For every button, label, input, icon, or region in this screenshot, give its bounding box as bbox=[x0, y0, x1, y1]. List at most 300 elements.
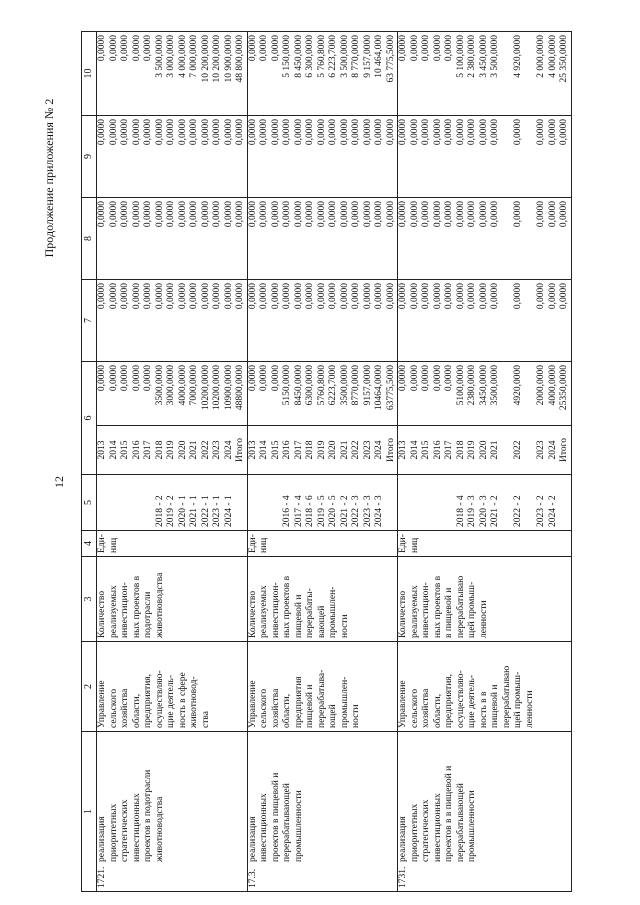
total-cell-line: 3450,0000 bbox=[478, 365, 489, 406]
year-target-cell bbox=[247, 475, 398, 531]
year-cell-line: 2019 bbox=[467, 440, 477, 460]
local-cell-line: 0,0000 bbox=[536, 119, 546, 146]
federal-cell-line: 0,0000 bbox=[200, 283, 211, 310]
executor-cell bbox=[247, 642, 398, 732]
extrabudget-cell-line: 10 900,0000 bbox=[223, 35, 234, 83]
year-target-cell-line: 2017 - 4 bbox=[293, 495, 304, 527]
year-cell-line: 2023 bbox=[536, 440, 546, 460]
regional-cell-line: 0,0000 bbox=[467, 201, 477, 228]
year-cell-line: 2018 bbox=[305, 440, 315, 460]
table-body bbox=[97, 32, 572, 892]
executor-cell-line: ленности bbox=[524, 690, 535, 728]
regional-cell-line: 0,0000 bbox=[270, 201, 281, 228]
measure-name-line: перерабатывающей bbox=[455, 783, 466, 862]
local-cell-line: 0,0000 bbox=[339, 119, 350, 146]
federal-cell-line: 0,0000 bbox=[259, 283, 269, 310]
regional-cell-line: 0,0000 bbox=[421, 201, 431, 228]
federal-cell-line: 0,0000 bbox=[293, 283, 304, 310]
year-target-cell-line: 2024 - 2 bbox=[547, 495, 558, 527]
total-cell-line: 8450,0000 bbox=[293, 365, 304, 406]
local-cell-line: 0,0000 bbox=[108, 119, 119, 146]
executor-cell bbox=[97, 642, 248, 732]
regional-cell-line: 0,0000 bbox=[143, 201, 153, 228]
year-cell-line: 2014 bbox=[259, 440, 269, 460]
total-cell-line: 4000,0000 bbox=[547, 365, 558, 406]
local-cell-line: 0,0000 bbox=[490, 119, 500, 146]
total-cell-line: 0,0000 bbox=[247, 365, 258, 392]
indicator-cell-line: реализуемых bbox=[409, 585, 420, 638]
indicator-cell-line: ных проектов в bbox=[432, 575, 443, 638]
year-cell-line: 2024 bbox=[374, 440, 384, 460]
federal-cell-line: 0,0000 bbox=[351, 283, 361, 310]
year-target-cell-line bbox=[132, 478, 144, 527]
year-target-cell-line: 2023 - 2 bbox=[536, 495, 546, 527]
year-cell-line bbox=[525, 429, 537, 471]
total-cell-line: 8770,0000 bbox=[351, 365, 361, 406]
measure-name-line: инвестиционных bbox=[259, 793, 269, 862]
total-cell-line: 0,0000 bbox=[143, 365, 153, 392]
extrabudget-cell-line: 2 380,0000 bbox=[467, 35, 477, 78]
federal-cell-line: 0,0000 bbox=[490, 283, 500, 310]
total-cell-line: 63775,5000 bbox=[385, 365, 396, 411]
total-cell-line: 9157,0000 bbox=[362, 365, 373, 406]
header-cell-7: 7 bbox=[82, 280, 97, 362]
year-cell-line: 2013 bbox=[247, 440, 258, 460]
total-cell-line: 3500,0000 bbox=[154, 365, 165, 406]
regional-cell-line: 0,0000 bbox=[259, 201, 269, 228]
local-cell-line: 0,0000 bbox=[409, 119, 420, 146]
extrabudget-cell-line: 6 223,7000 bbox=[328, 35, 338, 78]
total-cell-line: 48800,0000 bbox=[235, 365, 245, 411]
local-cell-line: 0,0000 bbox=[432, 119, 443, 146]
regional-cell-line: 0,0000 bbox=[478, 201, 489, 228]
executor-cell-line: осуществляю- bbox=[455, 670, 466, 728]
local-cell-line bbox=[502, 119, 514, 194]
regional-cell-line: 0,0000 bbox=[293, 201, 304, 228]
year-target-cell-line bbox=[525, 478, 537, 527]
indicator-cell-line: в пищевой и bbox=[444, 587, 454, 638]
indicator-cell-line: ности bbox=[339, 614, 350, 638]
regional-cell-line: 0,0000 bbox=[559, 201, 569, 228]
extrabudget-cell-line: 3 500,0000 bbox=[339, 35, 350, 78]
year-cell-line: 2015 bbox=[421, 440, 431, 460]
federal-cell-line: 0,0000 bbox=[97, 283, 107, 310]
measure-cell bbox=[247, 732, 398, 892]
extrabudget-cell-line: 0,0000 bbox=[143, 35, 153, 62]
year-cell-line: 2018 bbox=[154, 440, 165, 460]
extrabudget-cell-line: 48 800,0000 bbox=[235, 35, 245, 83]
regional-cell bbox=[247, 198, 398, 280]
year-cell-line: 2013 bbox=[97, 440, 107, 460]
federal-cell-line: 0,0000 bbox=[166, 283, 176, 310]
indicator-cell-line: ленности bbox=[478, 600, 489, 638]
local-cell-line: 0,0000 bbox=[223, 119, 234, 146]
federal-cell-line: 0,0000 bbox=[467, 283, 477, 310]
total-cell-line: 2380,0000 bbox=[467, 365, 477, 406]
federal-cell-line: 0,0000 bbox=[559, 283, 569, 310]
header-cell-5: 5 bbox=[82, 475, 97, 531]
local-cell-line: 0,0000 bbox=[200, 119, 211, 146]
local-cell-line: 0,0000 bbox=[259, 119, 269, 146]
local-cell-line: 0,0000 bbox=[305, 119, 315, 146]
measure-name-line: реализация bbox=[398, 816, 408, 862]
total-cell-line: 5760,8000 bbox=[316, 365, 327, 406]
year-cell-line: 2014 bbox=[108, 440, 119, 460]
total-cell-line: 0,0000 bbox=[421, 365, 431, 392]
year-target-cell-line bbox=[433, 478, 445, 527]
regional-cell-line: 0,0000 bbox=[120, 201, 130, 228]
regional-cell bbox=[97, 198, 248, 280]
extrabudget-cell-line: 5 150,0000 bbox=[282, 35, 292, 78]
regional-cell-line: 0,0000 bbox=[247, 201, 258, 228]
executor-cell-line: Управление bbox=[398, 680, 408, 728]
executor-cell-line: осуществляю- bbox=[154, 670, 165, 728]
year-cell bbox=[398, 426, 572, 475]
local-cell-line: 0,0000 bbox=[421, 119, 431, 146]
year-target-cell-line bbox=[259, 478, 271, 527]
year-cell-line: 2020 bbox=[328, 440, 338, 460]
executor-cell-line: перерабатыва- bbox=[316, 669, 327, 728]
executor-cell-line: ность в в bbox=[478, 691, 489, 728]
year-target-cell-line: 2021 - 1 bbox=[189, 495, 199, 527]
extrabudget-cell-line: 0,0000 bbox=[270, 35, 281, 62]
header-cell-6: 6 bbox=[82, 362, 97, 475]
regional-cell-line: 0,0000 bbox=[374, 201, 384, 228]
executor-cell-line: животновод- bbox=[189, 676, 199, 728]
executor-cell-line: предприятия, bbox=[143, 673, 153, 728]
total-cell-line: 0,0000 bbox=[444, 365, 454, 392]
year-target-cell-line: 2020 - 3 bbox=[478, 495, 489, 527]
year-target-cell-line bbox=[235, 478, 247, 527]
federal-cell-line: 0,0000 bbox=[154, 283, 165, 310]
year-cell-line: 2021 bbox=[490, 440, 500, 460]
measure-number: 1731. bbox=[398, 866, 408, 888]
year-cell-line bbox=[502, 429, 514, 471]
year-target-cell-line bbox=[444, 478, 456, 527]
executor-cell-line: Управление bbox=[97, 680, 107, 728]
measure-name-line: приоритетных bbox=[409, 803, 420, 862]
local-cell-line: 0,0000 bbox=[282, 119, 292, 146]
extrabudget-cell-line: 3 000,0000 bbox=[166, 35, 176, 78]
total-cell-line: 10200,0000 bbox=[200, 365, 211, 411]
year-target-cell-line: 2020 - 5 bbox=[328, 495, 338, 527]
total-cell-line: 10464,0000 bbox=[374, 365, 384, 411]
local-cell-line: 0,0000 bbox=[212, 119, 222, 146]
regional-cell-line: 0,0000 bbox=[282, 201, 292, 228]
executor-cell-line: хозяйства bbox=[421, 688, 431, 728]
total-cell-line: 0,0000 bbox=[97, 365, 107, 392]
indicator-cell-line: ных проектов в bbox=[282, 575, 292, 638]
year-cell-line: Итого bbox=[235, 437, 245, 463]
local-cell-line: 0,0000 bbox=[328, 119, 338, 146]
federal-cell-line: 0,0000 bbox=[455, 283, 466, 310]
regional-cell-line: 0,0000 bbox=[328, 201, 338, 228]
federal-cell-line bbox=[502, 283, 514, 358]
year-cell-line: Итого bbox=[559, 437, 569, 463]
year-target-cell-line bbox=[386, 478, 398, 527]
year-cell-line: 2015 bbox=[270, 440, 281, 460]
year-target-cell-line bbox=[410, 478, 422, 527]
regional-cell-line: 0,0000 bbox=[490, 201, 500, 228]
header-cell-9: 9 bbox=[82, 116, 97, 198]
unit-cell-line: Еди- bbox=[247, 534, 258, 553]
year-target-cell-line: 2016 - 4 bbox=[282, 495, 292, 527]
indicator-cell bbox=[247, 557, 398, 642]
extrabudget-cell-line: 5 760,8000 bbox=[316, 35, 327, 78]
year-cell-line: 2016 bbox=[131, 440, 142, 460]
total-cell-line: 0,0000 bbox=[131, 365, 142, 392]
executor-cell-line: сельского bbox=[108, 688, 119, 728]
regional-cell-line: 0,0000 bbox=[108, 201, 119, 228]
federal-cell-line: 0,0000 bbox=[513, 283, 523, 310]
page-number: 12 bbox=[52, 476, 66, 488]
measure-name-line: стратегических bbox=[421, 799, 431, 862]
federal-cell-line: 0,0000 bbox=[270, 283, 281, 310]
measure-name-line: реализация bbox=[97, 816, 107, 862]
local-cell-line: 0,0000 bbox=[385, 119, 396, 146]
year-cell-line: 2023 bbox=[362, 440, 373, 460]
executor-cell bbox=[398, 642, 572, 732]
local-cell-line: 0,0000 bbox=[547, 119, 558, 146]
federal-cell bbox=[97, 280, 248, 362]
year-target-cell-line bbox=[120, 478, 132, 527]
year-cell-line: 2022 bbox=[513, 440, 523, 460]
federal-cell-line: 0,0000 bbox=[212, 283, 222, 310]
indicator-cell-line: подотрасли bbox=[143, 591, 153, 638]
executor-cell-line: предприятия, bbox=[444, 673, 454, 728]
local-cell-line: 0,0000 bbox=[131, 119, 142, 146]
extrabudget-cell-line: 0,0000 bbox=[120, 35, 130, 62]
year-target-cell bbox=[97, 475, 248, 531]
local-cell-line: 0,0000 bbox=[559, 119, 569, 146]
total-cell-line: 0,0000 bbox=[108, 365, 119, 392]
year-cell-line: 2016 bbox=[432, 440, 443, 460]
local-cell-line: 0,0000 bbox=[247, 119, 258, 146]
measure-name bbox=[248, 736, 306, 862]
executor-cell-line: пищевой и bbox=[490, 684, 500, 728]
local-cell-line: 0,0000 bbox=[189, 119, 199, 146]
extrabudget-cell-line: 0,0000 bbox=[247, 35, 258, 62]
year-target-cell-line: 2021 - 2 bbox=[339, 495, 350, 527]
total-cell-line: 5100,0000 bbox=[455, 365, 466, 406]
header-cell-4: 4 bbox=[82, 531, 97, 557]
extrabudget-cell-line: 2 000,0000 bbox=[536, 35, 546, 78]
regional-cell-line: 0,0000 bbox=[305, 201, 315, 228]
local-cell bbox=[247, 116, 398, 198]
federal-cell-line bbox=[525, 283, 537, 358]
year-cell-line: 2024 bbox=[223, 440, 234, 460]
extrabudget-cell-line bbox=[502, 35, 514, 112]
local-cell-line: 0,0000 bbox=[444, 119, 454, 146]
measure-cell bbox=[97, 732, 248, 892]
year-target-cell-line bbox=[143, 478, 155, 527]
extrabudget-cell-line: 0,0000 bbox=[421, 35, 431, 62]
local-cell-line: 0,0000 bbox=[270, 119, 281, 146]
extrabudget-cell-line: 4 000,0000 bbox=[547, 35, 558, 78]
indicator-cell-line: щей промыш- bbox=[467, 581, 477, 638]
local-cell-line: 0,0000 bbox=[235, 119, 245, 146]
federal-cell-line: 0,0000 bbox=[305, 283, 315, 310]
federal-cell-line: 0,0000 bbox=[316, 283, 327, 310]
extrabudget-cell-line: 0,0000 bbox=[131, 35, 142, 62]
local-cell-line: 0,0000 bbox=[177, 119, 188, 146]
extrabudget-cell-line: 10 464,000 bbox=[374, 35, 384, 78]
unit-cell bbox=[247, 531, 398, 557]
total-cell-line: 6223,7000 bbox=[328, 365, 338, 406]
indicator-cell-line: перерабаты- bbox=[305, 588, 315, 638]
federal-cell-line: 0,0000 bbox=[247, 283, 258, 310]
federal-cell-line: 0,0000 bbox=[189, 283, 199, 310]
local-cell-line: 0,0000 bbox=[143, 119, 153, 146]
extrabudget-cell-line: 6 300,0000 bbox=[305, 35, 315, 78]
indicator-cell bbox=[398, 557, 572, 642]
extrabudget-cell bbox=[97, 32, 248, 116]
local-cell-line: 0,0000 bbox=[374, 119, 384, 146]
regional-cell-line: 0,0000 bbox=[189, 201, 199, 228]
year-cell-line: 2020 bbox=[478, 440, 489, 460]
federal-cell-line: 0,0000 bbox=[339, 283, 350, 310]
indicator-cell-line: инвестицион- bbox=[270, 582, 281, 638]
year-cell-line: 2013 bbox=[398, 440, 408, 460]
regional-cell-line: 0,0000 bbox=[432, 201, 443, 228]
federal-cell-line: 0,0000 bbox=[108, 283, 119, 310]
extrabudget-cell-line: 7 000,0000 bbox=[189, 35, 199, 78]
indicator-cell-line: реализуемых bbox=[259, 585, 269, 638]
unit-cell-line: ниц bbox=[409, 537, 420, 553]
executor-cell-line: пищевой и bbox=[305, 684, 315, 728]
local-cell-line: 0,0000 bbox=[467, 119, 477, 146]
header-cell-8: 8 bbox=[82, 198, 97, 280]
federal-cell bbox=[247, 280, 398, 362]
extrabudget-cell-line: 0,0000 bbox=[259, 35, 269, 62]
indicator-cell-line: инвестицион- bbox=[421, 582, 431, 638]
year-target-cell-line: 2022 - 3 bbox=[351, 495, 361, 527]
federal-cell-line: 0,0000 bbox=[131, 283, 142, 310]
local-cell-line: 0,0000 bbox=[478, 119, 489, 146]
measure-name bbox=[97, 736, 166, 862]
year-target-cell bbox=[398, 475, 572, 531]
header-cell-2: 2 bbox=[82, 642, 97, 732]
extrabudget-cell-line: 0,0000 bbox=[398, 35, 408, 62]
year-cell-line: 2020 bbox=[177, 440, 188, 460]
local-cell bbox=[398, 116, 572, 198]
extrabudget-cell-line: 5 100,0000 bbox=[455, 35, 466, 78]
executor-cell-line: области, bbox=[282, 693, 292, 728]
extrabudget-cell-line: 0,0000 bbox=[409, 35, 420, 62]
total-cell-line: 4920,0000 bbox=[513, 365, 523, 406]
year-cell-line: 2016 bbox=[282, 440, 292, 460]
year-target-cell-line: 2023 - 1 bbox=[212, 495, 222, 527]
regional-cell-line: 0,0000 bbox=[409, 201, 420, 228]
measure-name-line: стратегических bbox=[120, 799, 130, 862]
local-cell bbox=[97, 116, 248, 198]
year-target-cell-line: 2019 - 5 bbox=[316, 495, 327, 527]
total-cell bbox=[97, 362, 248, 426]
extrabudget-cell-line: 25 350,0000 bbox=[559, 35, 569, 83]
executor-cell-line: щие деятель- bbox=[467, 674, 477, 728]
total-cell-line: 4000,0000 bbox=[177, 365, 188, 406]
total-cell-line: 0,0000 bbox=[259, 365, 269, 392]
data-table bbox=[81, 31, 572, 892]
executor-cell-line: области, bbox=[432, 693, 443, 728]
year-target-cell-line: 2018 - 6 bbox=[305, 495, 315, 527]
measure-name-line: инвестиционных bbox=[131, 793, 142, 862]
indicator-cell-line: Количество bbox=[398, 590, 408, 638]
measure-name-line: приоритетных bbox=[108, 803, 119, 862]
regional-cell-line: 0,0000 bbox=[223, 201, 234, 228]
extrabudget-cell-line: 3 450,0000 bbox=[478, 35, 489, 78]
total-cell-line: 0,0000 bbox=[270, 365, 281, 392]
total-cell-line: 3500,0000 bbox=[339, 365, 350, 406]
regional-cell-line: 0,0000 bbox=[97, 201, 107, 228]
year-cell-line: 2015 bbox=[120, 440, 130, 460]
regional-cell-line: 0,0000 bbox=[316, 201, 327, 228]
indicator-cell-line: пищевой и bbox=[293, 594, 304, 638]
executor-cell-line: области, bbox=[131, 693, 142, 728]
federal-cell-line: 0,0000 bbox=[362, 283, 373, 310]
executor-cell-line: сельского bbox=[259, 688, 269, 728]
unit-cell-line: Еди- bbox=[398, 534, 408, 553]
executor-cell-line: ства bbox=[200, 711, 211, 728]
regional-cell-line: 0,0000 bbox=[455, 201, 466, 228]
unit-cell bbox=[97, 531, 248, 557]
header-row bbox=[82, 32, 97, 892]
measure-name-line: промышленности bbox=[293, 790, 304, 862]
executor-cell-line: предприятия bbox=[293, 676, 304, 728]
year-target-cell-line: 2022 - 1 bbox=[200, 495, 211, 527]
year-cell-line: 2019 bbox=[166, 440, 176, 460]
extrabudget-cell-line: 4 000,0000 bbox=[177, 35, 188, 78]
total-cell-line: 6300,0000 bbox=[305, 365, 315, 406]
extrabudget-cell-line: 10 200,0000 bbox=[212, 35, 222, 83]
extrabudget-cell bbox=[398, 32, 572, 116]
measure-name-line: реализация bbox=[247, 816, 258, 862]
indicator-cell-line: Количество bbox=[97, 590, 107, 638]
executor-cell-line: перерабатываю bbox=[501, 665, 512, 728]
federal-cell-line: 0,0000 bbox=[432, 283, 443, 310]
executor-cell-line: ность в сфере bbox=[177, 672, 188, 728]
indicator-cell-line: промышлен- bbox=[328, 586, 338, 638]
executor-cell-line: ющей bbox=[328, 704, 338, 728]
total-cell-line: 2000,0000 bbox=[536, 365, 546, 406]
header-cell-10: 10 bbox=[82, 32, 97, 116]
year-target-cell-line bbox=[502, 478, 514, 527]
regional-cell-line: 0,0000 bbox=[547, 201, 558, 228]
local-cell-line: 0,0000 bbox=[166, 119, 176, 146]
executor-cell-line: хозяйства bbox=[120, 688, 130, 728]
year-target-cell-line: 2023 - 3 bbox=[362, 495, 373, 527]
measure-name-line: промышленности bbox=[467, 790, 477, 862]
regional-cell-line: 0,0000 bbox=[536, 201, 546, 228]
regional-cell-line: 0,0000 bbox=[513, 201, 523, 228]
total-cell-line bbox=[525, 365, 537, 422]
federal-cell-line: 0,0000 bbox=[177, 283, 188, 310]
regional-cell-line: 0,0000 bbox=[398, 201, 408, 228]
year-cell-line: 2023 bbox=[212, 440, 222, 460]
executor-cell-line: ности bbox=[351, 704, 361, 728]
local-cell-line: 0,0000 bbox=[97, 119, 107, 146]
extrabudget-cell-line: 0,0000 bbox=[97, 35, 107, 62]
year-target-cell-line: 2021 - 2 bbox=[490, 495, 500, 527]
extrabudget-cell-line: 0,0000 bbox=[108, 35, 119, 62]
federal-cell-line: 0,0000 bbox=[385, 283, 396, 310]
year-target-cell-line: 2019 - 3 bbox=[467, 495, 477, 527]
federal-cell bbox=[398, 280, 572, 362]
federal-cell-line: 0,0000 bbox=[282, 283, 292, 310]
federal-cell-line: 0,0000 bbox=[409, 283, 420, 310]
unit-cell-line: ниц bbox=[259, 537, 269, 553]
year-cell-line: 2018 bbox=[455, 440, 466, 460]
